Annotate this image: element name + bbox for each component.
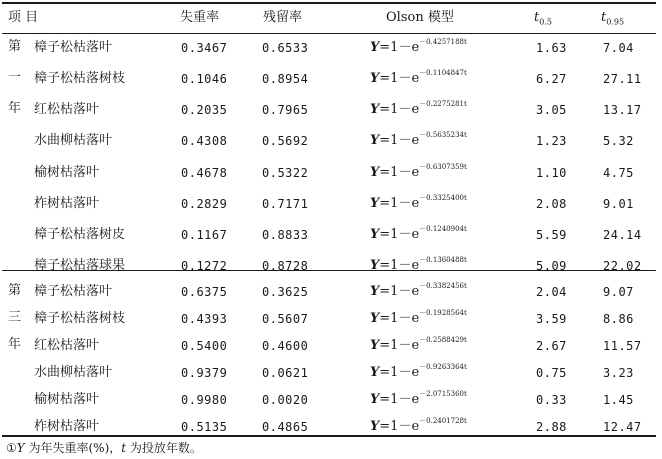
olson-model-cell bbox=[370, 71, 467, 87]
footnote bbox=[6, 440, 202, 456]
model-exponent: －0.1240904t bbox=[419, 225, 467, 233]
t095-cell: 5.32 bbox=[603, 134, 634, 148]
model-expression: =1－e bbox=[379, 338, 420, 353]
t095-cell: 7.04 bbox=[603, 41, 634, 55]
t05-cell: 5.09 bbox=[536, 259, 567, 273]
year2-label-char: 年 bbox=[8, 337, 22, 352]
residual-rate-cell: 0.7171 bbox=[262, 197, 309, 211]
footnote-t-var: t bbox=[121, 441, 127, 455]
olson-model-cell bbox=[370, 165, 467, 181]
olson-model-cell bbox=[370, 311, 467, 327]
header-loss-rate: 失重率 bbox=[180, 10, 220, 25]
year1-label-char: 第 bbox=[8, 39, 22, 54]
header-t05-symbol: t bbox=[534, 10, 540, 25]
model-exponent: －0.1104847t bbox=[419, 69, 467, 77]
year2-label-char: 第 bbox=[8, 283, 22, 298]
item-name-cell: 红松枯落叶 bbox=[34, 102, 100, 117]
item-name-cell: 樟子松枯落球果 bbox=[34, 258, 126, 273]
loss-rate-cell: 0.4393 bbox=[181, 312, 228, 326]
t05-cell: 0.33 bbox=[536, 393, 567, 407]
t05-cell: 1.23 bbox=[536, 134, 567, 148]
t05-cell: 3.59 bbox=[536, 312, 567, 326]
model-exponent: －0.3325400t bbox=[419, 194, 467, 202]
t095-cell: 9.01 bbox=[603, 197, 634, 211]
olson-model-cell bbox=[370, 365, 467, 381]
model-y-symbol: Y bbox=[370, 311, 380, 326]
t05-cell: 1.63 bbox=[536, 41, 567, 55]
item-name-cell: 樟子松枯落树枝 bbox=[34, 71, 126, 86]
loss-rate-cell: 0.1272 bbox=[181, 259, 228, 273]
model-exponent: －0.2275281t bbox=[419, 100, 467, 108]
residual-rate-cell: 0.7965 bbox=[262, 103, 309, 117]
olson-model-cell bbox=[370, 227, 467, 243]
header-residual-rate: 残留率 bbox=[263, 10, 303, 25]
t05-cell: 3.05 bbox=[536, 103, 567, 117]
model-y-symbol: Y bbox=[370, 133, 380, 148]
residual-rate-cell: 0.4600 bbox=[262, 339, 309, 353]
model-y-symbol: Y bbox=[370, 419, 380, 434]
item-name-cell: 樟子松枯落叶 bbox=[34, 284, 113, 299]
t05-cell: 1.10 bbox=[536, 166, 567, 180]
olson-model-cell bbox=[370, 419, 467, 435]
model-expression: =1－e bbox=[379, 196, 420, 211]
model-exponent: －0.5635234t bbox=[419, 131, 467, 139]
header-t05-subscript: 0.5 bbox=[539, 17, 552, 27]
footnote-text-a: 为年失重率(%)， bbox=[24, 441, 122, 455]
model-y-symbol: Y bbox=[370, 365, 380, 380]
olson-model-cell bbox=[370, 102, 467, 118]
residual-rate-cell: 0.5607 bbox=[262, 312, 309, 326]
model-exponent: －0.2401728t bbox=[419, 417, 467, 425]
loss-rate-cell: 0.5135 bbox=[181, 420, 228, 434]
model-y-symbol: Y bbox=[370, 165, 380, 180]
model-exponent: －2.0715360t bbox=[419, 390, 467, 398]
table-header-rule bbox=[2, 33, 656, 34]
model-expression: =1－e bbox=[379, 165, 420, 180]
model-expression: =1－e bbox=[379, 133, 420, 148]
model-y-symbol: Y bbox=[370, 284, 380, 299]
olson-model-cell bbox=[370, 258, 467, 274]
t095-cell: 11.57 bbox=[603, 339, 642, 353]
residual-rate-cell: 0.8954 bbox=[262, 72, 309, 86]
residual-rate-cell: 0.5692 bbox=[262, 134, 309, 148]
t095-cell: 3.23 bbox=[603, 366, 634, 380]
item-name-cell: 水曲柳枯落叶 bbox=[34, 133, 113, 148]
model-expression: =1－e bbox=[379, 365, 420, 380]
model-y-symbol: Y bbox=[370, 227, 380, 242]
model-expression: =1－e bbox=[379, 40, 420, 55]
t05-cell: 2.08 bbox=[536, 197, 567, 211]
item-name-cell: 榆树枯落叶 bbox=[34, 392, 100, 407]
loss-rate-cell: 0.2035 bbox=[181, 103, 228, 117]
t095-cell: 13.17 bbox=[603, 103, 642, 117]
model-expression: =1－e bbox=[379, 258, 420, 273]
t095-cell: 1.45 bbox=[603, 393, 634, 407]
item-name-cell: 柞树枯落叶 bbox=[34, 196, 100, 211]
t05-cell: 2.88 bbox=[536, 420, 567, 434]
t095-cell: 8.86 bbox=[603, 312, 634, 326]
t095-cell: 12.47 bbox=[603, 420, 642, 434]
t05-cell: 5.59 bbox=[536, 228, 567, 242]
olson-model-cell bbox=[370, 196, 467, 212]
footnote-y-var: Y bbox=[16, 441, 25, 455]
t095-cell: 24.14 bbox=[603, 228, 642, 242]
residual-rate-cell: 0.5322 bbox=[262, 166, 309, 180]
item-name-cell: 樟子松枯落树枝 bbox=[34, 311, 126, 326]
model-exponent: －0.2588429t bbox=[419, 336, 467, 344]
model-y-symbol: Y bbox=[370, 258, 380, 273]
residual-rate-cell: 0.4865 bbox=[262, 420, 309, 434]
loss-rate-cell: 0.5400 bbox=[181, 339, 228, 353]
olson-model-cell bbox=[370, 284, 467, 300]
header-t095 bbox=[601, 10, 624, 31]
residual-rate-cell: 0.8833 bbox=[262, 228, 309, 242]
table-top-rule bbox=[2, 2, 656, 4]
model-exponent: －0.1928564t bbox=[419, 309, 467, 317]
model-expression: =1－e bbox=[379, 284, 420, 299]
t095-cell: 27.11 bbox=[603, 72, 642, 86]
item-name-cell: 樟子松枯落叶 bbox=[34, 40, 113, 55]
t095-cell: 22.02 bbox=[603, 259, 642, 273]
footnote-marker: ① bbox=[6, 441, 17, 455]
loss-rate-cell: 0.9980 bbox=[181, 393, 228, 407]
model-exponent: －0.3382456t bbox=[419, 282, 467, 290]
olson-model-cell bbox=[370, 133, 467, 149]
loss-rate-cell: 0.2829 bbox=[181, 197, 228, 211]
model-expression: =1－e bbox=[379, 419, 420, 434]
model-exponent: －0.4257188t bbox=[419, 38, 467, 46]
t05-cell: 2.04 bbox=[536, 285, 567, 299]
loss-rate-cell: 0.4308 bbox=[181, 134, 228, 148]
model-expression: =1－e bbox=[379, 392, 420, 407]
loss-rate-cell: 0.4678 bbox=[181, 166, 228, 180]
model-expression: =1－e bbox=[379, 311, 420, 326]
item-name-cell: 红松枯落叶 bbox=[34, 338, 100, 353]
residual-rate-cell: 0.3625 bbox=[262, 285, 309, 299]
header-t05 bbox=[534, 10, 552, 31]
olson-model-cell bbox=[370, 392, 467, 408]
year1-label-char: 一 bbox=[8, 70, 22, 85]
model-exponent: －0.9263364t bbox=[419, 363, 467, 371]
residual-rate-cell: 0.8728 bbox=[262, 259, 309, 273]
model-y-symbol: Y bbox=[370, 392, 380, 407]
item-name-cell: 水曲柳枯落叶 bbox=[34, 365, 113, 380]
year1-label-char: 年 bbox=[8, 101, 22, 116]
year2-label-char: 三 bbox=[8, 310, 22, 325]
item-name-cell: 柞树枯落叶 bbox=[34, 419, 100, 434]
model-y-symbol: Y bbox=[370, 71, 380, 86]
model-y-symbol: Y bbox=[370, 338, 380, 353]
item-name-cell: 樟子松枯落树皮 bbox=[34, 227, 126, 242]
header-model: Olson 模型 bbox=[386, 10, 454, 25]
model-expression: =1－e bbox=[379, 102, 420, 117]
loss-rate-cell: 0.1046 bbox=[181, 72, 228, 86]
t05-cell: 6.27 bbox=[536, 72, 567, 86]
residual-rate-cell: 0.6533 bbox=[262, 41, 309, 55]
t095-cell: 9.07 bbox=[603, 285, 634, 299]
residual-rate-cell: 0.0621 bbox=[262, 366, 309, 380]
model-y-symbol: Y bbox=[370, 102, 380, 117]
item-name-cell: 榆树枯落叶 bbox=[34, 165, 100, 180]
header-item: 项 目 bbox=[8, 10, 39, 25]
olson-model-cell bbox=[370, 338, 467, 354]
header-t095-symbol: t bbox=[601, 10, 607, 25]
loss-rate-cell: 0.3467 bbox=[181, 41, 228, 55]
footnote-text-b: 为投放年数。 bbox=[126, 441, 202, 455]
residual-rate-cell: 0.0020 bbox=[262, 393, 309, 407]
model-expression: =1－e bbox=[379, 227, 420, 242]
loss-rate-cell: 0.9379 bbox=[181, 366, 228, 380]
model-expression: =1－e bbox=[379, 71, 420, 86]
model-y-symbol: Y bbox=[370, 196, 380, 211]
t095-cell: 4.75 bbox=[603, 166, 634, 180]
loss-rate-cell: 0.1167 bbox=[181, 228, 228, 242]
model-exponent: －0.1360488t bbox=[419, 256, 467, 264]
t05-cell: 2.67 bbox=[536, 339, 567, 353]
model-exponent: －0.6307359t bbox=[419, 163, 467, 171]
loss-rate-cell: 0.6375 bbox=[181, 285, 228, 299]
olson-model-cell bbox=[370, 40, 467, 56]
table-bottom-rule bbox=[2, 435, 656, 437]
header-t095-subscript: 0.95 bbox=[606, 17, 625, 27]
model-y-symbol: Y bbox=[370, 40, 380, 55]
t05-cell: 0.75 bbox=[536, 366, 567, 380]
